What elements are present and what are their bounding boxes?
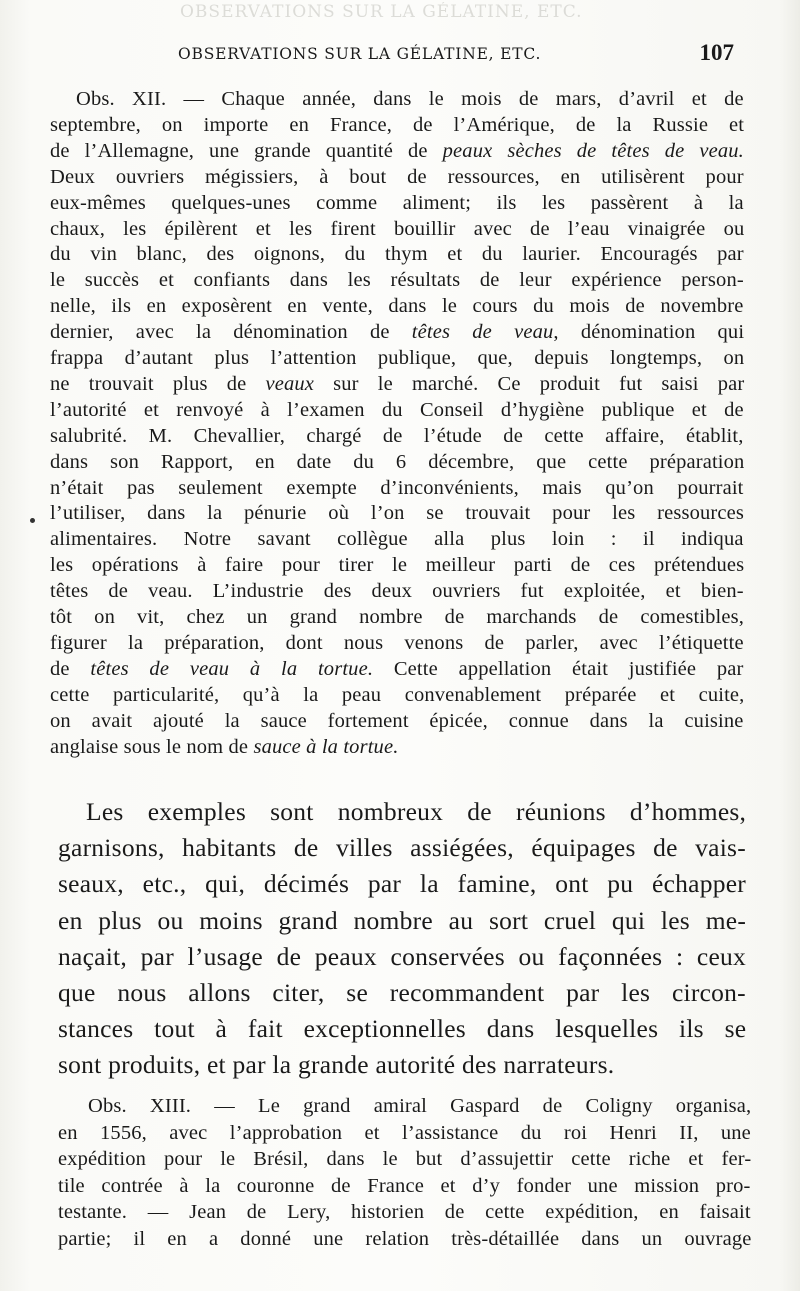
text-run: frappa d’autant plus l’attention publique, que, depuis longtemps, on [50,347,745,369]
text-line [50,554,744,577]
text-line [50,658,744,681]
text-run: de l’Allemagne, une grande quantité de [50,139,443,162]
text-run: de [50,657,91,680]
text-line: sont produits, et par la grande autorité des narrateurs. [58,1050,615,1080]
text-line [50,140,744,163]
text-run: sur le marché. Ce produit fut saisi par [314,372,745,395]
text-line [50,373,744,396]
text-run: du vin blanc, des oignons, du thym et du laurier. Encouragés par [50,243,744,266]
text-run: chaux, les épilèrent et les firent bouillir avec de l’eau vinaigrée ou [50,217,745,240]
text-line: seaux, etc., qui, décimés par la famine, ont pu échapper [58,869,747,899]
text-line [50,528,744,551]
text-run: tôt on vit, chez un grand nombre de marchands de comestibles, [50,606,745,628]
text-line: que nous allons citer, se recommandent par les circon- [58,978,746,1007]
text-run: septembre, on importe en France, de l’Amérique, de la Russie et [50,113,745,136]
text-run: ne trouvait plus de [50,372,266,395]
text-run: figurer la préparation, dont nous venons de parler, avec l’étiquette [50,631,744,654]
text-line: partie; il en a donné une relation très-détaillée dans un ouvrage [58,1228,752,1250]
text-line: Les exemples sont nombreux de réunions d’hommes, [86,797,747,826]
text-line: testante. — Jean de Lery, historien de cette expédition, en faisait [58,1201,751,1224]
text-run: alimentaires. Notre savant collègue alla plus loin : il indiqua [50,528,744,551]
text-line: en plus ou moins grand nombre au sort cruel qui les me- [58,905,747,935]
text-run: dernier, avec la dénomination de [50,321,412,344]
text-run: salubrité. M. Chevallier, chargé de l’étude de cette affaire, établit, [50,424,744,447]
bleed-through-text: OBSERVATIONS SUR LA GÉLATINE, ETC. [180,2,583,22]
text-line: tile contrée à la couronne de France et d’y fonder une mission pro- [58,1174,751,1197]
text-run: sauce à la tortue. [253,735,399,758]
text-line [50,606,744,629]
text-run: n’était pas seulement exempte d’inconvénients, mais qu’on pourrait [50,476,744,499]
text-line [50,451,744,474]
text-run: veaux [265,372,315,395]
text-run: peaux sèches de têtes de veau. [442,139,744,162]
text-run: , dénomination qui [553,321,745,344]
text-line [50,347,744,370]
text-run: anglaise sous le nom de [50,735,254,758]
text-run: têtes de veau à la tortue. [90,657,374,680]
text-run: l’autorité et renvoyé à l’examen du Conseil d’hygiène publique et de [50,398,744,421]
text-line [50,710,744,733]
text-line: expédition pour le Brésil, dans le but d’assujettir cette riche et fer- [58,1148,752,1171]
text-line [50,295,744,318]
text-run: nelle, ils en exposèrent en vente, dans le cours du mois de novembre [50,295,744,318]
text-run: cette particularité, qu’à la peau convenablement préparée et cuite, [50,683,745,706]
text-line [50,218,744,241]
running-title: OBSERVATIONS SUR LA GÉLATINE, ETC. [178,45,542,63]
text-line [50,684,744,707]
page-header [178,40,734,74]
text-run: eux-mêmes quelques-unes comme aliment; ils les passèrent à la [50,191,744,214]
text-run: on avait ajouté la sauce fortement épicée, connue dans la cuisine [50,709,744,732]
text-run: têtes de veau [411,321,554,344]
text-run: dans son Rapport, en date du 6 décembre, que cette préparation [50,450,745,473]
text-line: Obs. XIII. — Le grand amiral Gaspard de Coligny organisa, [88,1095,752,1117]
text-line [50,425,744,448]
text-run: Obs. XII. — Chaque année, dans le mois de mars, d’avril et de [76,88,744,110]
text-line: naçait, par l’usage de peaux conservées ou façonnées : ceux [58,941,747,971]
text-line: en 1556, avec l’approbation et l’assistance du roi Henri II, une [58,1121,751,1144]
text-line [50,399,744,422]
text-line [50,192,744,215]
text-line [50,166,744,189]
text-run: têtes de veau. L’industrie des deux ouvriers fut exploitée, et bien- [50,580,744,603]
text-line [50,580,744,603]
text-run: Cette appellation était justifiée par [373,657,744,680]
text-line: garnisons, habitants de villes assiégées, équipages de vais- [58,833,746,863]
page-number: 107 [699,40,734,65]
margin-dot [30,518,35,523]
text-run: les opérations à faire pour tirer le meilleur parti de ces prétendues [50,554,745,577]
text-run: le succès et confiants dans les résultats de leur expérience person- [50,269,744,292]
text-run: Deux ouvriers mégissiers, à bout de ressources, en utilisèrent pour [50,165,744,188]
text-line [50,502,744,525]
text-line [50,736,398,759]
text-run: l’utiliser, dans la pénurie où l’on se trouvait pour les ressources [50,502,744,525]
text-line [50,243,744,266]
text-line [76,88,744,111]
text-line [50,269,744,292]
text-line [50,114,744,137]
text-line [50,632,744,655]
text-line [50,477,744,500]
text-line [50,321,744,344]
text-line: stances tout à fait exceptionnelles dans lesquelles ils se [58,1014,747,1044]
